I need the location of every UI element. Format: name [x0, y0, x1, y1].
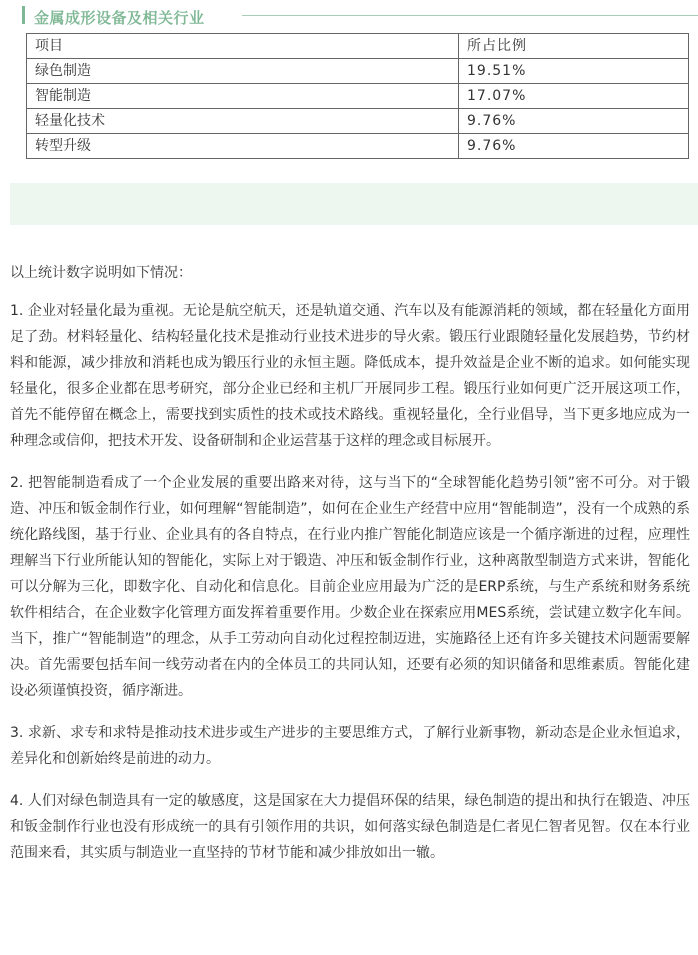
section-header: [22, 0, 698, 30]
row-ratio: 19.51%: [459, 59, 689, 84]
header-ratio: 所占比例: [459, 34, 689, 59]
table-row: [27, 109, 689, 134]
paragraph-innovation: 3. 求新、求专和求特是推动技术进步或生产进步的主要思维方式，了解行业新事物，新动态是企业永恒追求，差异化和创新始终是前进的动力。: [10, 725, 690, 767]
section-title: 金属成形设备及相关行业: [34, 7, 211, 28]
header-item: 项目: [27, 34, 459, 59]
decorative-band: [10, 183, 698, 225]
row-item: 绿色制造: [27, 59, 459, 84]
section-accent-bar: [22, 6, 25, 24]
row-item: 转型升级: [27, 134, 459, 159]
paragraph-lightweight: 1. 企业对轻量化最为重视。无论是航空航天，还是轨道交通、汽车以及有能源消耗的领域，都在轻量化方面用足了劲。材料轻量化、结构轻量化技术是推动行业技术进步的导火索。锻压行业跟随轻量化发展趋势，节约材料和能源，减少排放和消耗也成为锻压行业的永恒主题。降低成本，提升效益是企业不断的追求。如何能实现轻量化，很多企业都在思考研究，部分企业已经和主机厂开展同步工程。锻压行业如何更广泛开展这项工作，首先不能停留在概念上，需要找到实质性的技术或技术路线。重视轻量化，全行业倡导，当下更多地应成为一种理念或信仰，把技术开发、设备研制和企业运营基于这样的理念或目标展开。: [10, 303, 690, 449]
row-item: 智能制造: [27, 84, 459, 109]
row-ratio: 17.07%: [459, 84, 689, 109]
article-body: [10, 260, 690, 882]
section-divider: [242, 15, 698, 16]
row-ratio: 9.76%: [459, 134, 689, 159]
row-ratio: 9.76%: [459, 109, 689, 134]
paragraph-smart-manufacturing: 2. 把智能制造看成了一个企业发展的重要出路来对待，这与当下的“全球智能化趋势引领”密不可分。对于锻造、冲压和钣金制作行业，如何理解“智能制造”，如何在企业生产经营中应用“智能制造”，没有一个成熟的系统化路线图，基于行业、企业具有的各自特点，在行业内推广智能化制造应该是一个循序渐进的过程，应理性理解当下行业所能认知的智能化，实际上对于锻造、冲压和钣金制作行业，这种离散型制造方式来讲，智能化可以分解为三化，即数字化、自动化和信息化。目前企业应用最为广泛的是ERP系统，与生产系统和财务系统软件相结合，在企业数字化管理方面发挥着重要作用。少数企业在探索应用MES系统，尝试建立数字化车间。当下，推广“智能制造”的理念，从手工劳动向自动化过程控制迈进，实施路径上还有许多关键技术问题需要解决。首先需要包括车间一线劳动者在内的全体员工的共同认知，还要有必须的知识储备和思维素质。智能化建设必须谨慎投资，循序渐进。: [10, 475, 690, 699]
table-row: [27, 59, 689, 84]
row-item: 轻量化技术: [27, 109, 459, 134]
statistics-table: [26, 33, 689, 159]
table-row: [27, 134, 689, 159]
table-row: [27, 84, 689, 109]
paragraph-green-manufacturing: 4. 人们对绿色制造具有一定的敏感度，这是国家在大力提倡环保的结果，绿色制造的提出和执行在锻造、冲压和钣金制作行业也没有形成统一的具有引领作用的共识，如何落实绿色制造是仁者见仁智者见智。仅在本行业范围来看，其实质与制造业一直坚持的节材节能和减少排放如出一辙。: [10, 793, 690, 861]
intro-paragraph: 以上统计数字说明如下情况：: [10, 265, 192, 281]
table-header-row: [27, 34, 689, 59]
